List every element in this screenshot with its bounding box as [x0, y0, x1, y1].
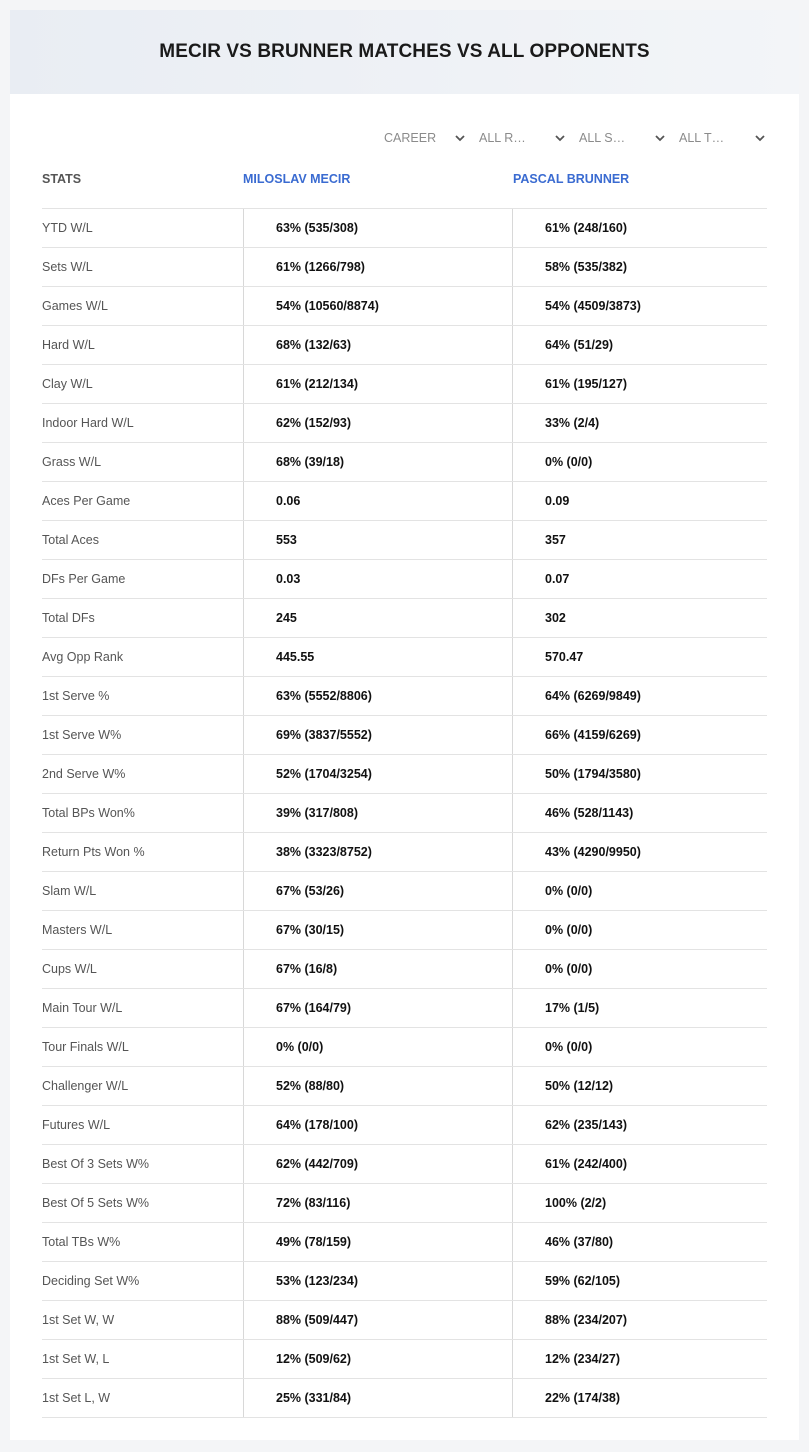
player2-link[interactable]: PASCAL BRUNNER	[513, 172, 630, 186]
card-header	[10, 10, 799, 94]
player2-value: 357	[512, 521, 767, 559]
stat-label: Slam W/L	[42, 884, 97, 898]
stat-label: Total DFs	[42, 611, 95, 625]
player2-value: 54% (4509/3873)	[512, 287, 767, 325]
table-row	[42, 560, 767, 599]
chevron-down-icon	[754, 132, 766, 144]
stat-label: 1st Serve W%	[42, 728, 122, 742]
stat-label: Masters W/L	[42, 923, 113, 937]
player2-value: 61% (242/400)	[512, 1145, 767, 1183]
player2-value: 58% (535/382)	[512, 248, 767, 286]
player2-value: 0% (0/0)	[512, 950, 767, 988]
player1-value: 61% (1266/798)	[243, 248, 513, 286]
stat-label: Futures W/L	[42, 1118, 111, 1132]
table-row	[42, 1028, 767, 1067]
player1-value: 39% (317/808)	[243, 794, 513, 832]
table-row	[42, 1106, 767, 1145]
player1-value: 53% (123/234)	[243, 1262, 513, 1300]
player1-value: 69% (3837/5552)	[243, 716, 513, 754]
table-row	[42, 1067, 767, 1106]
player1-value: 0% (0/0)	[243, 1028, 513, 1066]
stat-label: Cups W/L	[42, 962, 97, 976]
table-row	[42, 911, 767, 950]
table-row	[42, 716, 767, 755]
stat-label: Total BPs Won%	[42, 806, 135, 820]
table-row	[42, 404, 767, 443]
player2-value: 50% (12/12)	[512, 1067, 767, 1105]
table-row	[42, 1340, 767, 1379]
chevron-down-icon	[654, 132, 666, 144]
stat-label: YTD W/L	[42, 221, 93, 235]
stat-label: Grass W/L	[42, 455, 102, 469]
player1-value: 49% (78/159)	[243, 1223, 513, 1261]
stat-label: Best Of 5 Sets W%	[42, 1196, 149, 1210]
table-row	[42, 872, 767, 911]
player1-value: 72% (83/116)	[243, 1184, 513, 1222]
table-row	[42, 794, 767, 833]
stat-label: Sets W/L	[42, 260, 93, 274]
stat-label: 1st Serve %	[42, 689, 110, 703]
player1-value: 67% (30/15)	[243, 911, 513, 949]
player1-value: 0.06	[243, 482, 513, 520]
player1-value: 52% (1704/3254)	[243, 755, 513, 793]
tournament-select-value: ALL T…	[679, 131, 725, 145]
table-row	[42, 521, 767, 560]
table-row	[42, 950, 767, 989]
player2-value: 302	[512, 599, 767, 637]
stats-card	[10, 10, 799, 1440]
player2-value: 46% (37/80)	[512, 1223, 767, 1261]
player1-value: 64% (178/100)	[243, 1106, 513, 1144]
table-row	[42, 482, 767, 521]
player1-value: 67% (16/8)	[243, 950, 513, 988]
player2-value: 61% (195/127)	[512, 365, 767, 403]
player2-value: 50% (1794/3580)	[512, 755, 767, 793]
stat-label: Games W/L	[42, 299, 108, 313]
player2-value: 61% (248/160)	[512, 209, 767, 247]
stat-label: Deciding Set W%	[42, 1274, 140, 1288]
table-row	[42, 755, 767, 794]
player1-value: 68% (39/18)	[243, 443, 513, 481]
player1-value: 52% (88/80)	[243, 1067, 513, 1105]
player2-value: 17% (1/5)	[512, 989, 767, 1027]
player2-value: 0.09	[512, 482, 767, 520]
stat-label: Challenger W/L	[42, 1079, 129, 1093]
surface-select-value: ALL S…	[579, 131, 626, 145]
player2-value: 64% (51/29)	[512, 326, 767, 364]
table-row	[42, 1223, 767, 1262]
player2-value: 88% (234/207)	[512, 1301, 767, 1339]
player2-value: 100% (2/2)	[512, 1184, 767, 1222]
table-row	[42, 1184, 767, 1223]
player2-value: 570.47	[512, 638, 767, 676]
chevron-down-icon	[554, 132, 566, 144]
table-row	[42, 1301, 767, 1340]
player1-value: 245	[243, 599, 513, 637]
table-row	[42, 833, 767, 872]
tournament-select[interactable]	[679, 128, 766, 148]
player2-value: 43% (4290/9950)	[512, 833, 767, 871]
stat-label: Tour Finals W/L	[42, 1040, 129, 1054]
stat-label: 1st Set W, L	[42, 1352, 110, 1366]
player1-value: 62% (152/93)	[243, 404, 513, 442]
stat-label: DFs Per Game	[42, 572, 126, 586]
filter-bar	[10, 128, 799, 148]
period-select[interactable]	[384, 128, 466, 148]
table-row	[42, 1145, 767, 1184]
player2-value: 0% (0/0)	[512, 443, 767, 481]
table-row	[42, 248, 767, 287]
player1-value: 12% (509/62)	[243, 1340, 513, 1378]
table-row	[42, 1379, 767, 1418]
player1-value: 0.03	[243, 560, 513, 598]
player2-value: 62% (235/143)	[512, 1106, 767, 1144]
stat-label: Aces Per Game	[42, 494, 131, 508]
stat-label: Return Pts Won %	[42, 845, 145, 859]
player1-value: 445.55	[243, 638, 513, 676]
player1-value: 62% (442/709)	[243, 1145, 513, 1183]
player1-value: 54% (10560/8874)	[243, 287, 513, 325]
stat-label: 2nd Serve W%	[42, 767, 126, 781]
stats-column-header: STATS	[42, 172, 82, 186]
page-title: MECIR VS BRUNNER MATCHES VS ALL OPPONENTS	[159, 41, 650, 62]
player2-value: 0% (0/0)	[512, 872, 767, 910]
player1-value: 38% (3323/8752)	[243, 833, 513, 871]
chevron-down-icon	[454, 132, 466, 144]
player2-value: 59% (62/105)	[512, 1262, 767, 1300]
table-row	[42, 989, 767, 1028]
stat-label: Avg Opp Rank	[42, 650, 124, 664]
table-row	[42, 1262, 767, 1301]
player2-value: 33% (2/4)	[512, 404, 767, 442]
player1-value: 68% (132/63)	[243, 326, 513, 364]
player2-value: 46% (528/1143)	[512, 794, 767, 832]
table-row	[42, 443, 767, 482]
player1-value: 61% (212/134)	[243, 365, 513, 403]
stat-label: Total TBs W%	[42, 1235, 121, 1249]
round-select-value: ALL R…	[479, 131, 526, 145]
player2-value: 0.07	[512, 560, 767, 598]
table-header	[42, 172, 767, 188]
surface-select[interactable]	[579, 128, 666, 148]
table-row	[42, 677, 767, 716]
player1-value: 63% (5552/8806)	[243, 677, 513, 715]
stat-label: Best Of 3 Sets W%	[42, 1157, 149, 1171]
stat-label: Main Tour W/L	[42, 1001, 123, 1015]
stat-label: Clay W/L	[42, 377, 93, 391]
player2-value: 64% (6269/9849)	[512, 677, 767, 715]
stat-label: Indoor Hard W/L	[42, 416, 134, 430]
stat-label: Total Aces	[42, 533, 99, 547]
table-row	[42, 287, 767, 326]
stats-table	[42, 208, 767, 1418]
player2-value: 0% (0/0)	[512, 1028, 767, 1066]
stat-label: 1st Set L, W	[42, 1391, 111, 1405]
player1-link[interactable]: MILOSLAV MECIR	[243, 172, 351, 186]
player1-value: 88% (509/447)	[243, 1301, 513, 1339]
player1-value: 25% (331/84)	[243, 1379, 513, 1417]
table-row	[42, 599, 767, 638]
round-select[interactable]	[479, 128, 566, 148]
player1-value: 67% (53/26)	[243, 872, 513, 910]
player2-value: 66% (4159/6269)	[512, 716, 767, 754]
table-row	[42, 209, 767, 248]
period-select-value: CAREER	[384, 131, 437, 145]
player2-value: 0% (0/0)	[512, 911, 767, 949]
table-row	[42, 326, 767, 365]
player2-value: 22% (174/38)	[512, 1379, 767, 1417]
player1-value: 553	[243, 521, 513, 559]
player1-value: 63% (535/308)	[243, 209, 513, 247]
table-row	[42, 638, 767, 677]
stat-label: 1st Set W, W	[42, 1313, 115, 1327]
stat-label: Hard W/L	[42, 338, 95, 352]
player1-value: 67% (164/79)	[243, 989, 513, 1027]
table-row	[42, 365, 767, 404]
player2-value: 12% (234/27)	[512, 1340, 767, 1378]
